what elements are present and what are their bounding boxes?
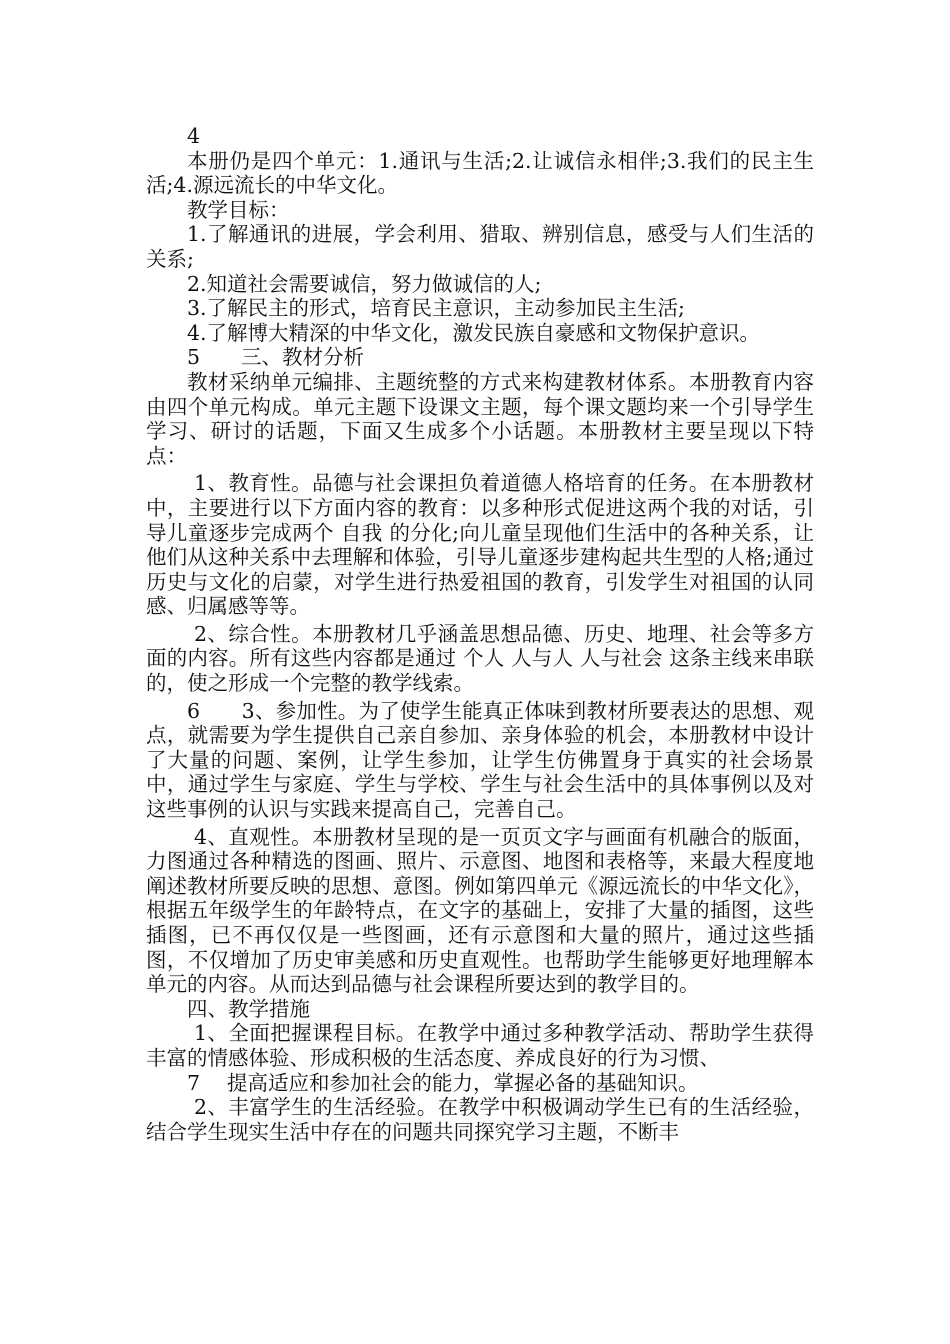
document-page: [146, 124, 814, 1144]
goal-3: 3.了解民主的形式，培育民主意识，主动参加民主生活;: [187, 296, 685, 321]
page-number-4: 4: [187, 124, 201, 148]
goal-1: 1.了解通讯的进展，学会利用、猎取、辨别信息，感受与人们生活的关系;: [146, 222, 814, 271]
goal-4: 4.了解博大精深的中华文化，激发民族自豪感和文物保护意识。: [187, 320, 761, 345]
section-4-heading: 四、教学措施: [187, 996, 310, 1021]
units-overview: 本册仍是四个单元：1.通讯与生活;2.让诚信永相伴;3.我们的民主生活;4.源远流长的中华文化。: [146, 148, 814, 198]
measure-1-continued: 7 提高适应和参加社会的能力，掌握必备的基础知识。: [187, 1070, 699, 1095]
measure-2: 2、丰富学生的生活经验。在教学中积极调动学生已有的生活经验，结合学生现实生活中存在的问题共同探究学习主题，不断丰: [146, 1095, 814, 1144]
teaching-goals-heading: 教学目标：: [187, 197, 290, 222]
goal-2: 2.知道社会需要诚信，努力做诚信的人;: [187, 271, 542, 296]
feature-3-participation: 6 3、参加性。为了使学生能真正体味到教材所要表达的思想、观点，就需要为学生提供自己亲自参加、亲身体验的机会，本册教材中设计了大量的问题、案例，让学生参加，让学生仿佛置身于真实的社会场景中，通过学生与家庭、学生与学校、学生与社会生活中的具体事例以及对这些事例的认识与实践来提高自己，完善自己。: [146, 698, 814, 822]
feature-1-educational: 1、教育性。品德与社会课担负着道德人格培育的任务。在本册教材中，主要进行以下方面内容的教育：以多种形式促进这两个我的对话，引导儿童逐步完成两个 自我 的分化;向儿童呈现他们生活中的各种关系，让他们从这种关系中去理解和体验，引导儿童逐步建构起共生型的人格;通过历史与文化的启蒙，对学生进行热爱祖国的教育，引发学生对祖国的认同感、归属感等等。: [146, 471, 814, 619]
measure-1: 1、全面把握课程目标。在教学中通过多种教学活动、帮助学生获得丰富的情感体验、形成积极的生活态度、养成良好的行为习惯、: [146, 1021, 814, 1070]
section-3-heading: 5 三、教材分析: [187, 345, 365, 370]
feature-4-visual: 4、直观性。本册教材呈现的是一页页文字与画面有机融合的版面，力图通过各种精选的图画、照片、示意图、地图和表格等，来最大程度地阐述教材所要反映的思想、意图。例如第四单元《源远流长的中华文化》，根据五年级学生的年龄特点，在文字的基础上，安排了大量的插图，这些插图，已不再仅仅是一些图画，还有示意图和大量的照片，通过这些插图，不仅增加了历史审美感和历史直观性。也帮助学生能够更好地理解本单元的内容。从而达到品德与社会课程所要达到的教学目的。: [146, 824, 814, 997]
feature-2-comprehensive: 2、综合性。本册教材几乎涵盖思想品德、历史、地理、社会等多方面的内容。所有这些内容都是通过 个人 人与人 人与社会 这条主线来串联的，使之形成一个完整的教学线索。: [146, 621, 814, 696]
materials-analysis-intro: 教材采纳单元编排、主题统整的方式来构建教材体系。本册教育内容由四个单元构成。单元主题下设课文主题，每个课文题均来一个引导学生学习、研讨的话题，下面又生成多个小话题。本册教材主要呈现以下特点：: [146, 369, 814, 468]
